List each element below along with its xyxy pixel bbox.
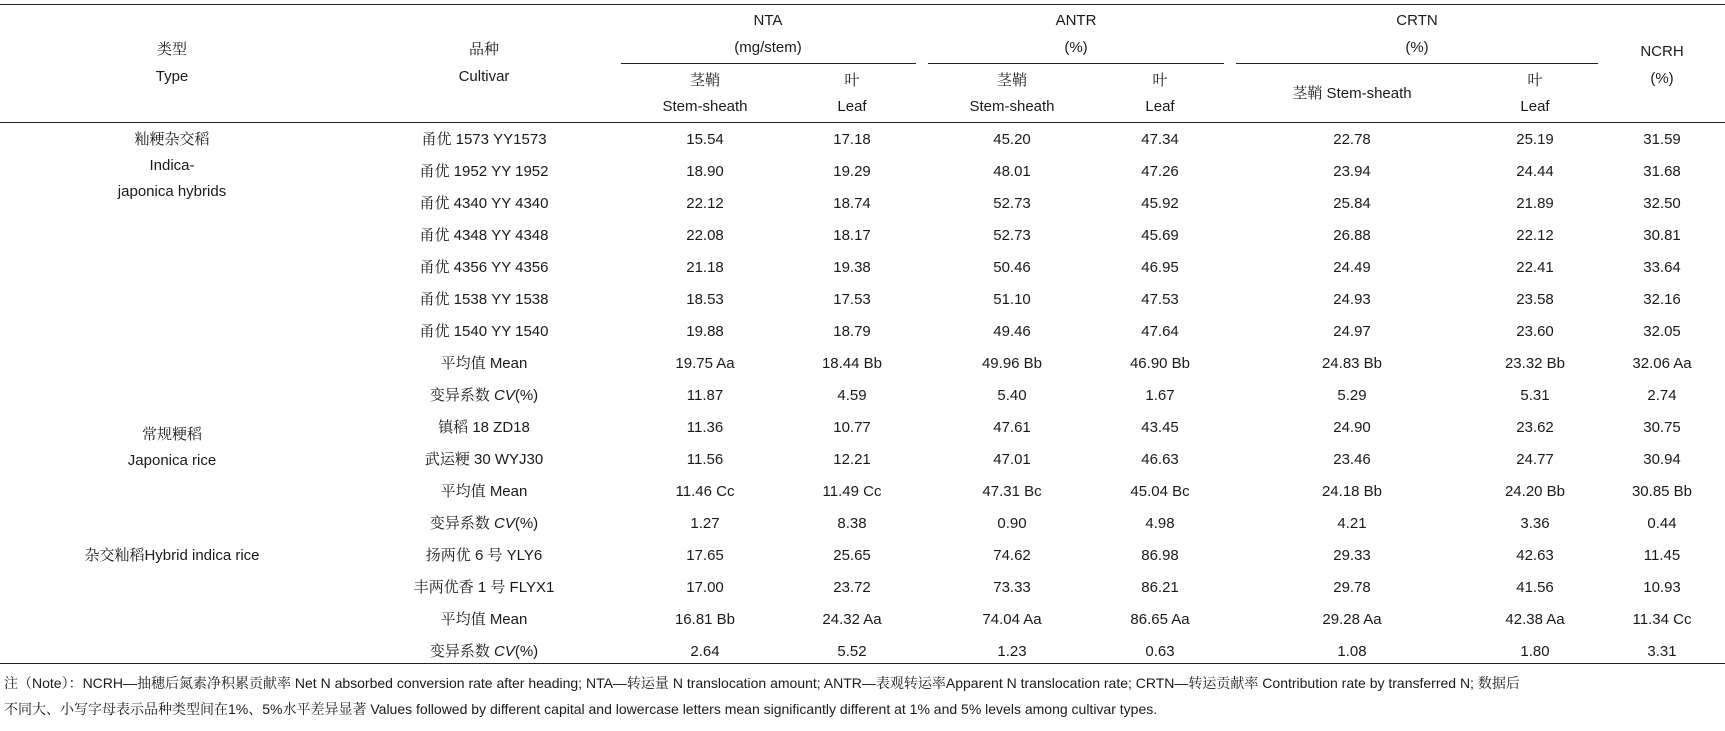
- value-cell: 23.72: [833, 579, 871, 596]
- header-nta-stem-cn: 茎鞘: [689, 72, 721, 89]
- table-note-line-1: 注（Note）：NCRH—抽穗后氮素净积累贡献率 Net N absorbed conversion rate after heading; NTA—转运量 N translocation amount; ANTR—表观转运率Apparent N translocation rate; CRTN—转运贡献率 Contribution rate by transferred N; 数据后: [4, 675, 1520, 691]
- cultivar-cell: 镇稻 18 ZD18: [438, 419, 530, 436]
- nta-group-rule: [621, 63, 916, 64]
- value-cell: 10.93: [1643, 579, 1681, 596]
- group-name-line: Indica-: [149, 157, 195, 174]
- value-cell: 23.58: [1516, 291, 1554, 308]
- value-cell: 1.08: [1337, 643, 1367, 660]
- value-cell: 29.28 Aa: [1322, 611, 1382, 628]
- value-cell: 11.87: [686, 387, 724, 404]
- value-cell: 32.06 Aa: [1632, 355, 1692, 372]
- cultivar-cell: 甬优 4356 YY 4356: [419, 259, 549, 276]
- header-antr: ANTR: [1055, 12, 1097, 29]
- value-cell: 29.33: [1333, 547, 1371, 564]
- cultivar-cell: [430, 515, 538, 533]
- value-cell: 46.95: [1141, 259, 1179, 276]
- antr-group-rule: [928, 63, 1224, 64]
- value-cell: 18.17: [833, 227, 871, 244]
- value-cell: 18.44 Bb: [821, 355, 883, 372]
- value-cell: 5.52: [837, 643, 867, 660]
- value-cell: 11.56: [686, 451, 724, 468]
- value-cell: 45.20: [993, 131, 1031, 148]
- value-cell: 32.50: [1643, 195, 1681, 212]
- value-cell: 24.18 Bb: [1321, 483, 1383, 500]
- value-cell: 3.31: [1647, 643, 1677, 660]
- value-cell: 0.44: [1647, 515, 1677, 532]
- cultivar-cell: 甬优 1952 YY 1952: [419, 163, 549, 180]
- value-cell: 86.98: [1141, 547, 1179, 564]
- value-cell: 4.59: [837, 387, 867, 404]
- value-cell: 47.34: [1141, 131, 1179, 148]
- value-cell: 23.62: [1516, 419, 1554, 436]
- cultivar-cell: [430, 643, 538, 661]
- value-cell: 25.84: [1333, 195, 1371, 212]
- value-cell: 5.31: [1520, 387, 1550, 404]
- value-cell: 21.89: [1516, 195, 1554, 212]
- value-cell: 2.64: [690, 643, 720, 660]
- cv-label-suffix: (%): [514, 515, 539, 532]
- value-cell: 18.53: [686, 291, 724, 308]
- value-cell: 8.38: [837, 515, 867, 532]
- cultivar-cell: 武运粳 30 WYJ30: [424, 451, 544, 468]
- value-cell: 24.93: [1333, 291, 1371, 308]
- group-name-line: Japonica rice: [127, 452, 217, 469]
- header-nta: NTA: [753, 12, 783, 29]
- header-crtn-unit: (%): [1405, 39, 1429, 56]
- value-cell: 19.88: [686, 323, 724, 340]
- value-cell: 22.12: [686, 195, 724, 212]
- value-cell: 45.92: [1141, 195, 1179, 212]
- value-cell: 0.90: [997, 515, 1027, 532]
- value-cell: 11.36: [686, 419, 724, 436]
- cultivar-cell: [430, 387, 538, 405]
- value-cell: 16.81 Bb: [674, 611, 736, 628]
- value-cell: 49.46: [993, 323, 1031, 340]
- header-crtn-leaf-cn: 叶: [1527, 72, 1543, 89]
- header-crtn: CRTN: [1396, 12, 1438, 29]
- value-cell: 22.12: [1516, 227, 1554, 244]
- value-cell: 47.26: [1141, 163, 1179, 180]
- header-nta-stem-en: Stem-sheath: [662, 98, 748, 115]
- table-bottom-rule: [0, 663, 1725, 664]
- value-cell: 47.01: [993, 451, 1031, 468]
- cv-label-italic: CV: [494, 643, 515, 660]
- header-antr-stem-cn: 茎鞘: [996, 72, 1028, 89]
- value-cell: 1.23: [997, 643, 1027, 660]
- value-cell: 22.78: [1333, 131, 1371, 148]
- cultivar-cell: 扬两优 6 号 YLY6: [425, 547, 543, 564]
- value-cell: 11.45: [1643, 547, 1681, 564]
- cultivar-cell: 平均值 Mean: [440, 355, 528, 372]
- value-cell: 11.34 Cc: [1632, 611, 1692, 628]
- value-cell: 86.21: [1141, 579, 1179, 596]
- cultivar-cell: 甬优 4348 YY 4348: [419, 227, 549, 244]
- value-cell: 32.16: [1643, 291, 1681, 308]
- header-nta-leaf-cn: 叶: [844, 72, 860, 89]
- value-cell: 52.73: [993, 227, 1031, 244]
- value-cell: 24.97: [1333, 323, 1371, 340]
- header-type-cn: 类型: [156, 41, 188, 58]
- header-antr-leaf-cn: 叶: [1152, 72, 1168, 89]
- value-cell: 30.94: [1643, 451, 1681, 468]
- cv-label-italic: CV: [494, 515, 515, 532]
- value-cell: 46.90 Bb: [1129, 355, 1191, 372]
- value-cell: 47.64: [1141, 323, 1179, 340]
- value-cell: 3.36: [1520, 515, 1550, 532]
- value-cell: 11.46 Cc: [675, 483, 735, 500]
- header-antr-leaf-en: Leaf: [1145, 98, 1175, 115]
- value-cell: 1.27: [690, 515, 720, 532]
- value-cell: 17.18: [833, 131, 871, 148]
- header-crtn-stem: 茎鞘 Stem-sheath: [1292, 85, 1412, 102]
- value-cell: 11.49 Cc: [822, 483, 882, 500]
- value-cell: 47.61: [993, 419, 1031, 436]
- header-nta-leaf-en: Leaf: [837, 98, 867, 115]
- value-cell: 33.64: [1643, 259, 1681, 276]
- value-cell: 24.90: [1333, 419, 1371, 436]
- header-antr-unit: (%): [1064, 39, 1088, 56]
- value-cell: 32.05: [1643, 323, 1681, 340]
- cultivar-cell: 甬优 4340 YY 4340: [419, 195, 549, 212]
- value-cell: 45.69: [1141, 227, 1179, 244]
- value-cell: 86.65 Aa: [1130, 611, 1190, 628]
- group-name-line: 杂交籼稻Hybrid indica rice: [84, 547, 260, 564]
- value-cell: 49.96 Bb: [981, 355, 1043, 372]
- cv-label-prefix: 变异系数: [429, 387, 494, 404]
- value-cell: 41.56: [1516, 579, 1554, 596]
- value-cell: 0.63: [1145, 643, 1175, 660]
- value-cell: 31.59: [1643, 131, 1681, 148]
- cultivar-cell: 丰两优香 1 号 FLYX1: [413, 579, 555, 596]
- value-cell: 31.68: [1643, 163, 1681, 180]
- value-cell: 47.31 Bc: [982, 483, 1042, 500]
- value-cell: 52.73: [993, 195, 1031, 212]
- value-cell: 51.10: [993, 291, 1031, 308]
- value-cell: 24.77: [1516, 451, 1554, 468]
- value-cell: 43.45: [1141, 419, 1179, 436]
- value-cell: 24.44: [1516, 163, 1554, 180]
- cultivar-cell: 平均值 Mean: [440, 483, 528, 500]
- value-cell: 29.78: [1333, 579, 1371, 596]
- header-cultivar-en: Cultivar: [458, 68, 510, 85]
- cultivar-cell: 平均值 Mean: [440, 611, 528, 628]
- value-cell: 1.67: [1145, 387, 1175, 404]
- value-cell: 30.75: [1643, 419, 1681, 436]
- value-cell: 23.32 Bb: [1504, 355, 1566, 372]
- header-ncrh: NCRH: [1640, 43, 1684, 60]
- group-name-line: 常规粳稻: [141, 426, 203, 443]
- header-ncrh-unit: (%): [1650, 70, 1674, 87]
- value-cell: 18.90: [686, 163, 724, 180]
- cultivar-cell: 甬优 1540 YY 1540: [419, 323, 549, 340]
- cv-label-italic: CV: [494, 387, 515, 404]
- value-cell: 23.46: [1333, 451, 1371, 468]
- cv-label-prefix: 变异系数: [429, 515, 494, 532]
- value-cell: 22.08: [686, 227, 724, 244]
- value-cell: 21.18: [686, 259, 724, 276]
- value-cell: 19.75 Aa: [675, 355, 735, 372]
- value-cell: 17.00: [686, 579, 724, 596]
- header-bottom-rule: [0, 122, 1725, 123]
- value-cell: 25.19: [1516, 131, 1554, 148]
- value-cell: 22.41: [1516, 259, 1554, 276]
- header-nta-unit: (mg/stem): [734, 39, 802, 56]
- group-name-line: japonica hybrids: [117, 183, 227, 200]
- cultivar-cell: 甬优 1538 YY 1538: [419, 291, 549, 308]
- cultivar-cell: 甬优 1573 YY1573: [421, 131, 547, 148]
- header-crtn-leaf-en: Leaf: [1520, 98, 1550, 115]
- value-cell: 17.65: [686, 547, 724, 564]
- value-cell: 23.60: [1516, 323, 1554, 340]
- value-cell: 12.21: [833, 451, 871, 468]
- cv-label-prefix: 变异系数: [429, 643, 494, 660]
- value-cell: 24.20 Bb: [1504, 483, 1566, 500]
- value-cell: 2.74: [1647, 387, 1677, 404]
- value-cell: 15.54: [686, 131, 724, 148]
- crtn-group-rule: [1236, 63, 1598, 64]
- value-cell: 4.98: [1145, 515, 1175, 532]
- value-cell: 1.80: [1520, 643, 1550, 660]
- value-cell: 74.04 Aa: [982, 611, 1042, 628]
- value-cell: 73.33: [993, 579, 1031, 596]
- table-top-rule: [0, 4, 1725, 5]
- value-cell: 42.38 Aa: [1505, 611, 1565, 628]
- value-cell: 5.29: [1337, 387, 1367, 404]
- value-cell: 46.63: [1141, 451, 1179, 468]
- table-note-line-2: 不同大、小写字母表示品种类型间在1%、5%水平差异显著 Values followed by different capital and lowercase letters mean significantly different at 1% and 5% levels among cultivar types.: [4, 701, 1158, 717]
- value-cell: 24.83 Bb: [1321, 355, 1383, 372]
- value-cell: 48.01: [993, 163, 1031, 180]
- value-cell: 24.32 Aa: [822, 611, 882, 628]
- value-cell: 23.94: [1333, 163, 1371, 180]
- cv-label-suffix: (%): [514, 387, 539, 404]
- value-cell: 30.81: [1643, 227, 1681, 244]
- header-cultivar-cn: 品种: [468, 41, 500, 58]
- value-cell: 17.53: [833, 291, 871, 308]
- value-cell: 25.65: [833, 547, 871, 564]
- group-name-line: 籼粳杂交稻: [134, 131, 210, 148]
- value-cell: 30.85 Bb: [1631, 483, 1693, 500]
- value-cell: 50.46: [993, 259, 1031, 276]
- value-cell: 19.38: [833, 259, 871, 276]
- value-cell: 18.79: [833, 323, 871, 340]
- value-cell: 42.63: [1516, 547, 1554, 564]
- header-antr-stem-en: Stem-sheath: [969, 98, 1055, 115]
- value-cell: 19.29: [833, 163, 871, 180]
- value-cell: 5.40: [997, 387, 1027, 404]
- header-type-en: Type: [155, 68, 189, 85]
- value-cell: 47.53: [1141, 291, 1179, 308]
- value-cell: 26.88: [1333, 227, 1371, 244]
- cv-label-suffix: (%): [514, 643, 539, 660]
- value-cell: 45.04 Bc: [1130, 483, 1190, 500]
- value-cell: 18.74: [833, 195, 871, 212]
- value-cell: 10.77: [833, 419, 871, 436]
- value-cell: 4.21: [1337, 515, 1367, 532]
- value-cell: 74.62: [993, 547, 1031, 564]
- value-cell: 24.49: [1333, 259, 1371, 276]
